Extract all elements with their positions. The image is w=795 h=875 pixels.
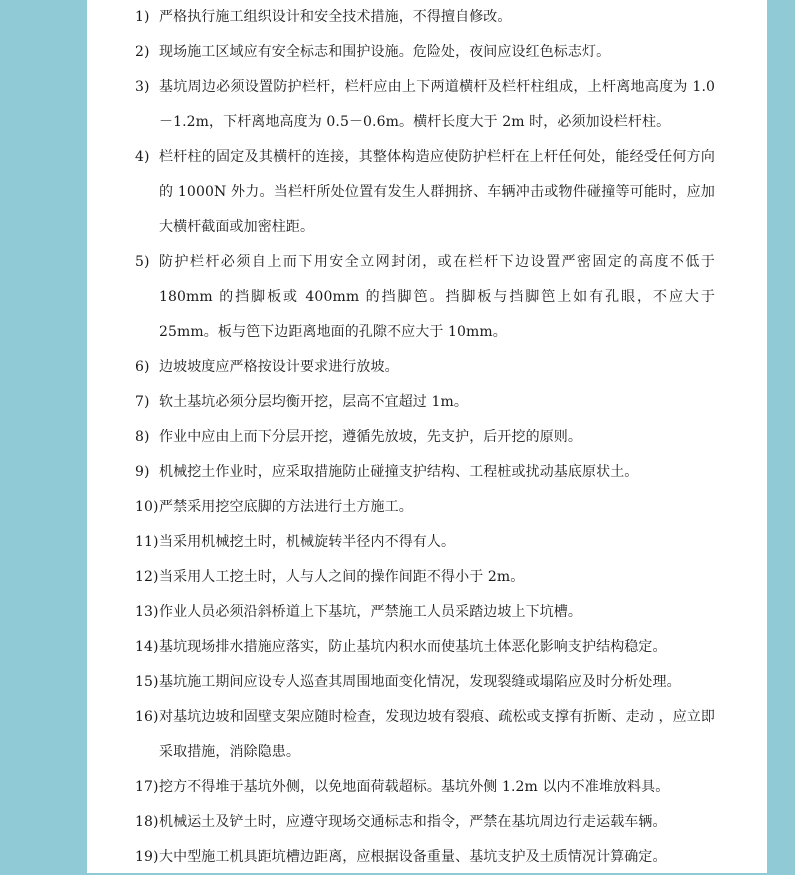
list-item bbox=[135, 35, 715, 70]
item-number: 5) bbox=[135, 254, 150, 270]
item-number: 17) bbox=[135, 779, 159, 795]
item-number: 16) bbox=[135, 709, 159, 725]
item-number: 19) bbox=[135, 849, 159, 865]
item-text: 对基坑边坡和固壁支架应随时检查，发现边坡有裂痕、疏松或支撑有折断、走动 ，应立即采取措施，消除隐患。 bbox=[159, 709, 715, 760]
item-text: 现场施工区域应有安全标志和围护设施。危险处，夜间应设红色标志灯。 bbox=[159, 44, 611, 60]
item-number: 12) bbox=[135, 569, 159, 585]
item-text: 作业人员必须沿斜桥道上下基坑，严禁施工人员采踏边坡上下坑槽。 bbox=[159, 604, 582, 620]
list-item bbox=[135, 525, 715, 560]
list-item bbox=[135, 700, 715, 770]
list-item bbox=[135, 490, 715, 525]
item-number: 10) bbox=[135, 499, 159, 515]
item-text: 基坑周边必须设置防护栏杆，栏杆应由上下两道横杆及栏杆柱组成，上杆离地高度为 1.0－1.2m，下杆离地高度为 0.5－0.6m。横杆长度大于 2m 时，必须加设栏杆柱。 bbox=[159, 79, 715, 130]
item-number: 4) bbox=[135, 149, 150, 165]
item-number: 18) bbox=[135, 814, 159, 830]
item-number: 3) bbox=[135, 79, 150, 95]
item-text: 挖方不得堆于基坑外侧，以免地面荷载超标。基坑外侧 1.2m 以内不准堆放料具。 bbox=[159, 779, 670, 795]
item-number: 11) bbox=[135, 534, 159, 550]
item-number: 15) bbox=[135, 674, 159, 690]
item-text: 防护栏杆必须自上而下用安全立网封闭，或在栏杆下边设置严密固定的高度不低于 180mm 的挡脚板或 400mm 的挡脚笆。挡脚板与挡脚笆上如有孔眼，不应大于 25mm。板与笆下边距离地面的孔隙不应大于 10mm。 bbox=[159, 254, 715, 340]
item-text: 当采用机械挖土时，机械旋转半径内不得有人。 bbox=[159, 534, 456, 550]
item-number: 13) bbox=[135, 604, 159, 620]
list-item bbox=[135, 665, 715, 700]
item-text: 栏杆柱的固定及其横杆的连接，其整体构造应使防护栏杆在上杆任何处，能经受任何方向的 1000N 外力。当栏杆所处位置有发生人群拥挤、车辆冲击或物件碰撞等可能时，应加大横杆截面或加密柱距。 bbox=[159, 149, 715, 235]
item-number: 8) bbox=[135, 429, 150, 445]
item-text: 边坡坡度应严格按设计要求进行放坡。 bbox=[159, 359, 399, 375]
item-text: 大中型施工机具距坑槽边距离，应根据设备重量、基坑支护及土质情况计算确定。 bbox=[159, 849, 667, 865]
list-item bbox=[135, 455, 715, 490]
item-text: 基坑现场排水措施应落实，防止基坑内积水而使基坑土体恶化影响支护结构稳定。 bbox=[159, 639, 667, 655]
item-text: 机械运土及铲土时，应遵守现场交通标志和指令，严禁在基坑周边行走运载车辆。 bbox=[159, 814, 667, 830]
list-item bbox=[135, 595, 715, 630]
item-text: 机械挖土作业时，应采取措施防止碰撞支护结构、工程桩或扰动基底原状土。 bbox=[159, 464, 639, 480]
item-number: 6) bbox=[135, 359, 150, 375]
item-number: 9) bbox=[135, 464, 150, 480]
list-item bbox=[135, 0, 715, 35]
list-item bbox=[135, 630, 715, 665]
list-item bbox=[135, 805, 715, 840]
list-item bbox=[135, 70, 715, 140]
item-text: 软土基坑必须分层均衡开挖，层高不宜超过 1m。 bbox=[159, 394, 468, 410]
rules-list bbox=[135, 0, 715, 875]
list-item bbox=[135, 770, 715, 805]
item-number: 14) bbox=[135, 639, 159, 655]
list-item bbox=[135, 245, 715, 350]
item-number: 7) bbox=[135, 394, 150, 410]
item-text: 严格执行施工组织设计和安全技术措施，不得擅自修改。 bbox=[159, 9, 512, 25]
item-text: 严禁采用挖空底脚的方法进行土方施工。 bbox=[159, 499, 413, 515]
list-item bbox=[135, 420, 715, 455]
item-number: 2) bbox=[135, 44, 150, 60]
item-text: 作业中应由上而下分层开挖，遵循先放坡，先支护，后开挖的原则。 bbox=[159, 429, 582, 445]
list-item bbox=[135, 560, 715, 595]
list-item bbox=[135, 840, 715, 875]
list-item bbox=[135, 140, 715, 245]
list-item bbox=[135, 350, 715, 385]
item-number: 1) bbox=[135, 9, 150, 25]
list-item bbox=[135, 385, 715, 420]
item-text: 当采用人工挖土时，人与人之间的操作间距不得小于 2m。 bbox=[159, 569, 525, 585]
document-page bbox=[87, 0, 767, 873]
item-text: 基坑施工期间应设专人巡查其周围地面变化情况，发现裂缝或塌陷应及时分析处理。 bbox=[159, 674, 681, 690]
